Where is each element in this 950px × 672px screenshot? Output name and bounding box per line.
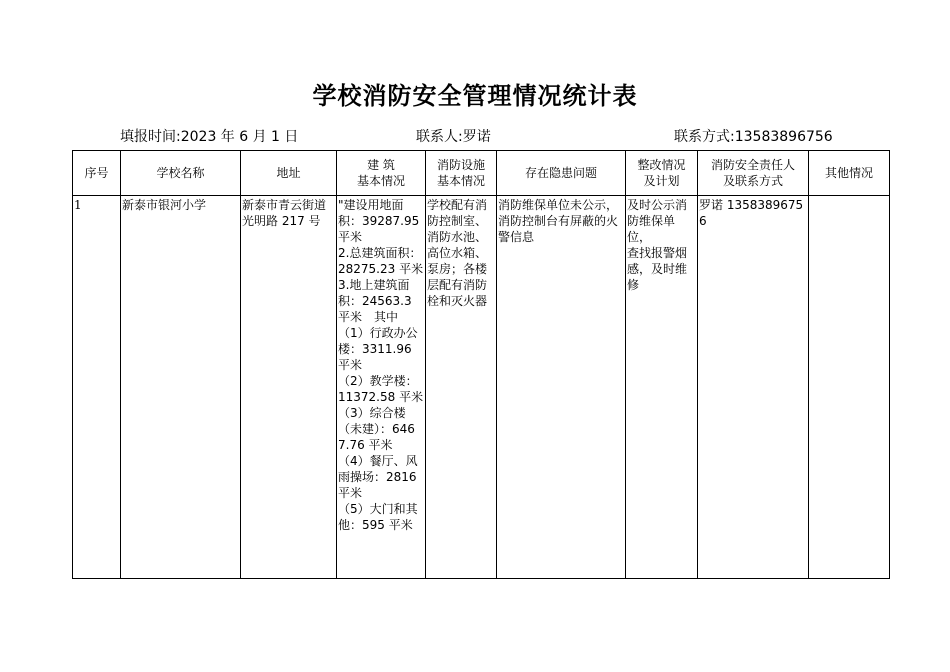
header-responsible-person: 消防安全责任人 及联系方式: [698, 151, 809, 196]
cell-rectification: 及时公示消防维保单位， 查找报警烟感，及时维修: [626, 196, 698, 579]
table-header-row: [73, 151, 890, 196]
cell-address: 新泰市青云街道光明路 217 号: [241, 196, 337, 579]
header-other: 其他情况: [809, 151, 890, 196]
cell-school-name: 新泰市银河小学: [121, 196, 241, 579]
fill-date: 填报时间:2023 年 6 月 1 日: [120, 129, 299, 145]
header-hazards: 存在隐患问题: [497, 151, 626, 196]
header-building-info: 建 筑 基本情况: [337, 151, 426, 196]
cell-building-info: "建设用地面积：39287.95 平米 2.总建筑面积：28275.23 平米 3.地上建筑面积：24563.3 平米 其中 （1）行政办公楼：3311.96 平米 （2）教学楼：11372.58 平米 （3）综合楼（未建）：6467.76 平米 （4）餐厅、风雨操场：2816 平米 （5）大门和其他：595 平米: [337, 196, 426, 579]
header-rectification: 整改情况 及计划: [626, 151, 698, 196]
statistics-table: [72, 150, 890, 579]
header-address: 地址: [241, 151, 337, 196]
header-index: 序号: [73, 151, 121, 196]
table-row: [73, 196, 890, 579]
page-title: 学校消防安全管理情况统计表: [312, 81, 638, 110]
cell-other: [809, 196, 890, 579]
cell-fire-facilities: 学校配有消防控制室、消防水池、高位水箱、泵房；各楼层配有消防栓和灭火器: [426, 196, 497, 579]
cell-hazards: 消防维保单位未公示， 消防控制台有屏蔽的火警信息: [497, 196, 626, 579]
contact-person: 联系人:罗诺: [416, 129, 491, 145]
cell-index: 1: [73, 196, 121, 579]
header-school-name: 学校名称: [121, 151, 241, 196]
cell-responsible-person: 罗诺 13583896756: [698, 196, 809, 579]
contact-info: 联系方式:13583896756: [674, 129, 833, 145]
header-fire-facilities: 消防设施 基本情况: [426, 151, 497, 196]
